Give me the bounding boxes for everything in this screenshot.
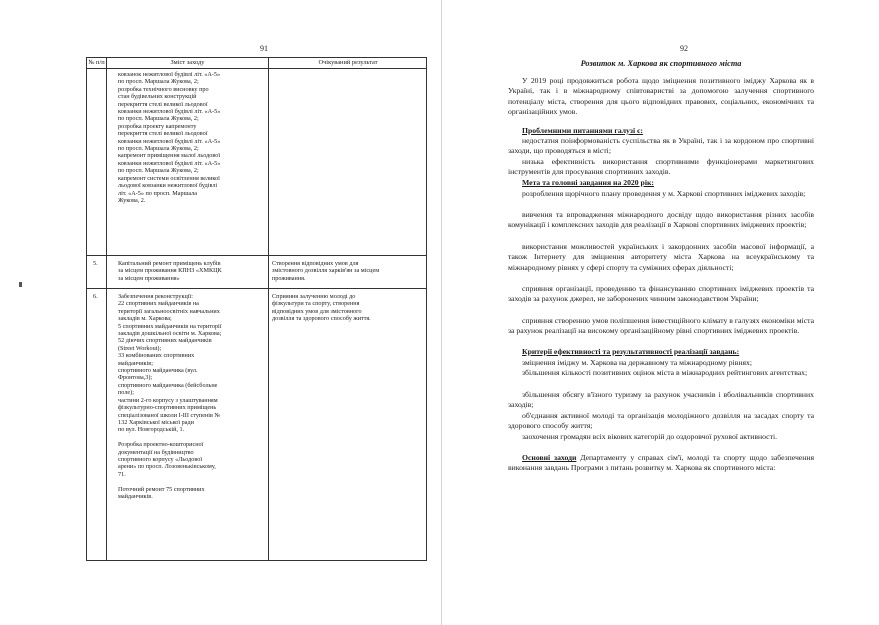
table-rule — [87, 255, 426, 256]
goal-item: розроблення щорічного плану проведення у м. Харкові спортивних іміджевих заходів; — [522, 189, 806, 198]
problems-heading — [508, 126, 814, 136]
criteria-heading-text: Критерії ефективності та результативності реалізації завдань: — [522, 347, 740, 356]
page-number: 92 — [680, 44, 688, 53]
page-number: 91 — [260, 44, 268, 53]
scan-mark — [19, 282, 22, 287]
criteria-item: збільшення обсягу в'їзного туризму за рахунок учасників і вболівальників спортивних заходів; — [508, 390, 814, 410]
goal-item: використання можливостей українських і закордонних засобів масової інформації, а також Інтернету для зміцнення авторитету міста Харкова на всеукраїнському та міжнародному рівнях у сфері спорту та суміжних сферах діяльності; — [508, 242, 814, 272]
table-rule — [106, 58, 107, 560]
table-rule — [87, 68, 426, 69]
goal-item: вивчення та впровадження міжнародного досвіду щодо використання різних засобів комунікації і комплексних заходів для реалізації в Харкові спортивних іміджевих проектів; — [508, 210, 814, 230]
goals-heading-text: Мета та головні завдання на 2020 рік: — [522, 178, 654, 187]
problem-item: низька ефективність використання спортивними функціонерами маркетингових інструментів для просування спортивних заходів. — [508, 157, 814, 177]
section-title: Розвиток м. Харкова як спортивного міста — [580, 59, 742, 68]
table-header-result: Очікуваний результат — [318, 59, 378, 66]
main-measures-lead: Основні заходи — [522, 453, 577, 462]
intro-paragraph: У 2019 році продовжиться робота щодо зміцнення позитивного іміджу Харкова як в Україні, так і в міжнародному співтоваристві за допомогою залучення спортивного потенціалу міста, створення для цього відповідних правових, соціальних, економічних та організаційних умов. — [508, 76, 814, 116]
main-measures-paragraph — [508, 453, 814, 474]
table-cell-result: Створення відповідних умов для змістовного дозвілля харків'ян за місцем проживання. — [272, 260, 380, 282]
main-measures-text: Департаменту у справах сім'ї, молоді та спорту щодо забезпечення виконання завдань Програми з питань розвитку м. Харкова як спортивного міста: — [508, 453, 814, 473]
criteria-heading — [508, 347, 814, 357]
table-rule — [87, 288, 426, 289]
criteria-item: зміцнення іміджу м. Харкова на державному та міжнародному рівнях; — [522, 358, 753, 367]
table-header-number: № п/п — [88, 59, 105, 66]
goal-item: сприяння створенню умов поліпшення інвестиційного клімату в галузях економіки міста за рахунок реалізації на високому організаційному рівні спортивних іміджевих проектів. — [508, 316, 814, 336]
goal-item: сприяння організації, проведенню та фінансуванню спортивних іміджевих проектів та заходів за рахунок джерел, не заборонених чинним законодавством України; — [508, 284, 814, 304]
criteria-item: збільшення кількості позитивних оцінок міста в міжнародних рейтингових агентствах; — [522, 368, 808, 377]
problems-heading-text: Проблемними питаннями галузі є: — [522, 126, 643, 135]
criteria-item: об'єднання активної молоді та організація молодіжного дозвілля на засадах спорту та здорового способу життя; — [508, 411, 814, 431]
table-cell-result: Сприяння залученню молоді до фізкультури та спорту, створення відповідних умов для змістовного дозвілля та здорового способу життя. — [272, 293, 371, 323]
table-rule — [268, 58, 269, 560]
goals-heading — [508, 178, 814, 188]
table-cell-content: Забезпечення реконструкції: 22 спортивних майданчиків на території загальноосвітніх навчальних закладів м. Харкова; 5 спортивних майданчиків на території закладів дошкільної освіти м. Харкова; 52 діючих спортивних майданчиків (Street Workout); 33 комбінованих спортивних майданчиків; спортивного майданчика (вул. Фронтова,3); спортивного майданчика (бейсбольне поле); частини 2-го корпусу з улаштуванням фізкультурно-спортивних приміщень спеціалізованої школи І-ІІІ ступенів № 132 Харківської міської ради по вул. Новгородській, 1. Розробка проектно-кошторисної документації на будівництво спортивного корпусу «Льодової арени» по просп. Лозовеньківському, 71. Поточний ремонт 75 спортивних майданчиків. — [118, 293, 222, 500]
table-cell-content: ковзанок нежитлової будівлі літ. «А-5» по просп. Маршала Жукова, 2; розробка технічного висновку про стан будівельних конструкцій перекриття стелі великої льодової ковзанки нежитлової будівлі літ. «А-5» по просп. Маршала Жукова, 2; розробка проекту капремонту перекриття стелі великої льодової ковзанки нежитлової будівлі літ. «А-5» по просп. Маршала Жукова, 2; капремонт приміщення малої льодової ковзанки нежитлової будівлі літ. «А-5» по просп. Маршала Жукова, 2; капремонт системи освітлення великої льодової ковзанки нежитлової будівлі літ. «А-5» по просп. Маршала Жукова, 2. — [118, 71, 221, 204]
table-row-number: 5. — [93, 260, 98, 267]
problem-item: недостатня поінформованість суспільства як в Україні, так і за кордоном про спортивні заходи, що проводяться в місті; — [508, 136, 814, 156]
measures-table — [86, 57, 427, 561]
table-cell-content: Капітальний ремонт приміщень клубів за місцем проживання КПНЗ «ХМКЦК за місцем проживання» — [118, 260, 222, 282]
criteria-item: заохочення громадян всіх вікових категорій до оздоровчої рухової активності. — [522, 432, 777, 441]
table-row-number: 6. — [93, 293, 98, 300]
table-header-content: Зміст заходу — [170, 59, 205, 66]
page-fold — [441, 0, 442, 625]
